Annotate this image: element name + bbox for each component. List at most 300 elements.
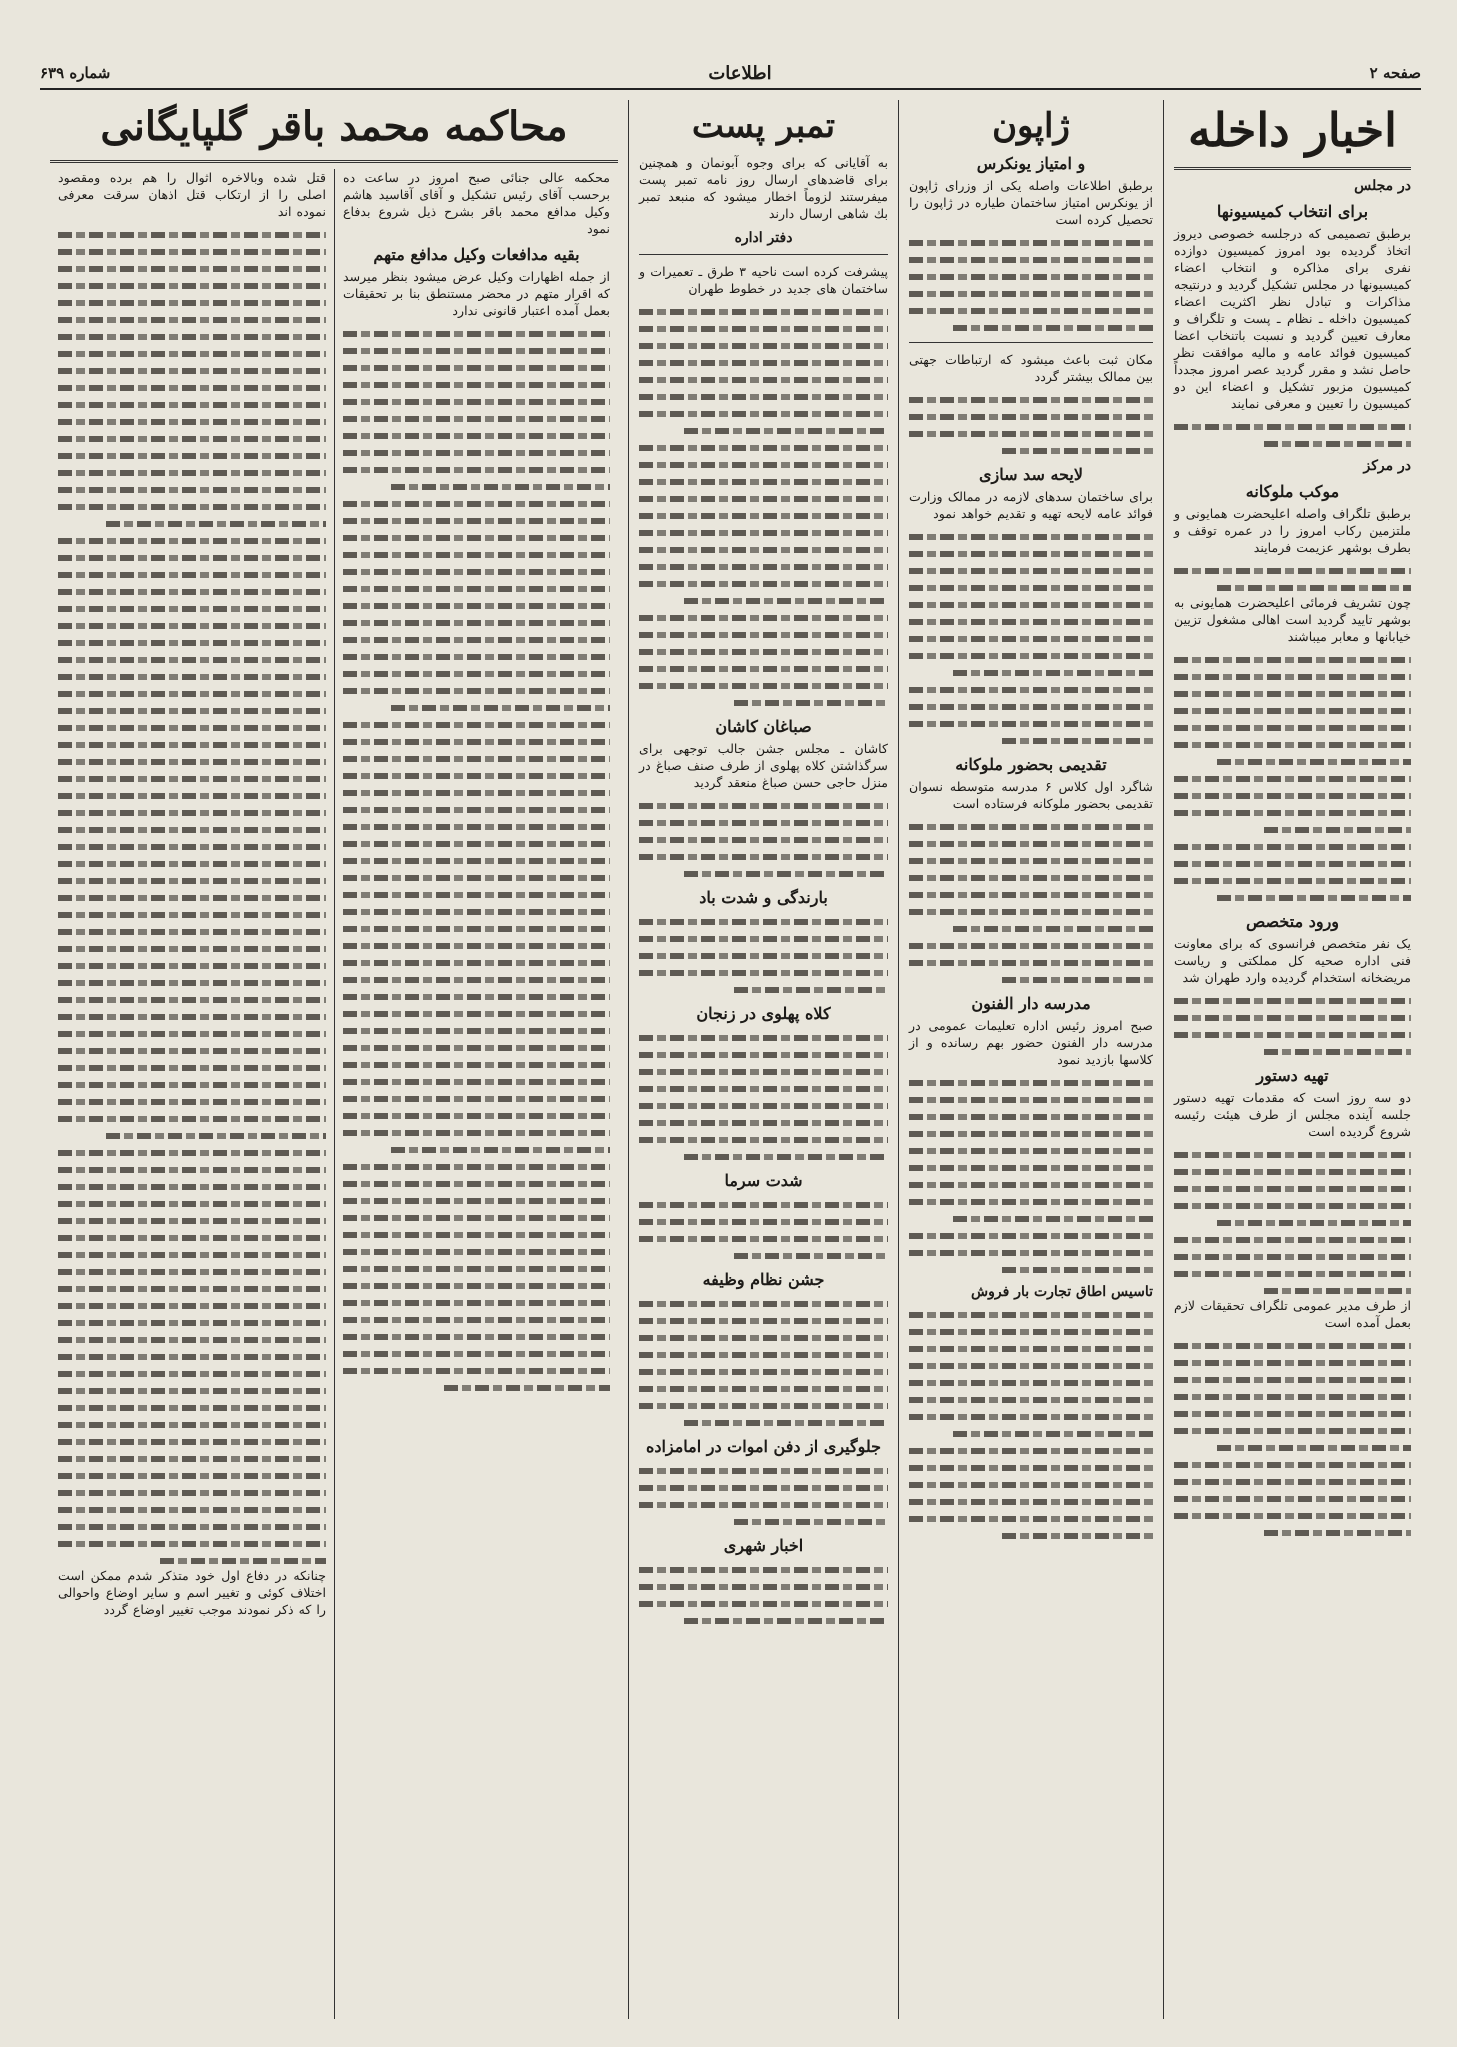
text-line [343,1258,610,1275]
article-text: از جمله اظهارات وکیل عرض میشود بنظر میرسد که اقرار متهم در محضر مستنطق بنا بر تحقیقات بعمل آمده اعتبار قانونی ندارد [343,269,610,318]
article-text: مکان ثبت باعث میشود که ارتباطات جهتی بین ممالک بیشتر گردد [909,352,1153,384]
text-line [909,249,1153,266]
article-text: برطبق تلگراف واصله اعلیحضرت همایونی و ملتزمین رکاب امروز را در عمره توقف و بطرف بوشهر عزیمت فرمایند [1174,505,1411,555]
text-line [909,1072,1153,1089]
text-line [343,1054,610,1071]
text-line [639,1027,888,1044]
article-text: چون تشریف فرمائی اعلیحضرت همایونی به بوشهر تایید گردید است اهالی مشغول تزیین خیابانها و معابر میباشند [1174,594,1411,644]
text-line [639,1044,888,1061]
text-line [343,527,610,544]
text-line [343,612,610,629]
article-text: از طرف مدیر عمومی تلگراف تحقیقات لازم بعمل آمده است [1174,1297,1411,1330]
text-line [58,377,326,394]
text-line [639,1494,888,1511]
text-line [1174,1335,1411,1352]
text-line [343,1173,610,1190]
text-line [343,833,610,850]
text-line [343,799,610,816]
text-line [58,411,326,428]
text-line [1174,1024,1411,1041]
text-line [343,680,610,697]
text-line [343,952,610,969]
text-line [909,1525,1153,1542]
text-line [58,972,326,989]
text-line [909,577,1153,594]
text-line [58,581,326,598]
text-line [639,1361,888,1378]
column-japan [898,100,1163,2019]
text-line [1174,717,1411,734]
text-line [58,479,326,496]
article-text: قتل شده وبالاخره اثوال را هم برده ومقصود اصلی را از ارتکاب قتل اذهان سرقت معرفی نموده اند [58,170,326,219]
text-line [1174,560,1411,577]
text-line [58,1159,326,1176]
text-line [909,389,1153,406]
text-line [58,394,326,411]
text-line [909,696,1153,713]
text-line [909,1242,1153,1259]
office-signature: دفتر اداره [734,230,793,246]
text-line [909,730,1153,747]
text-line [343,697,610,714]
text-line [639,539,888,556]
text-line [909,1157,1153,1174]
text-line [1174,1144,1411,1161]
text-line [58,564,326,581]
text-line [639,1610,888,1627]
text-line [58,1482,326,1499]
text-line [639,1576,888,1593]
text-line [639,624,888,641]
text-line [639,590,888,607]
text-line [1174,1522,1411,1539]
text-line [343,1360,610,1377]
article-heading: جلوگیری از دفن اموات در امامزاده [645,1437,882,1456]
text-line [343,578,610,595]
text-line [343,1003,610,1020]
text-line [639,1327,888,1344]
article-heading: بارندگی و شدت باد [699,888,828,907]
text-line [343,1105,610,1122]
text-line [1174,577,1411,594]
text-line [343,1326,610,1343]
text-line [343,476,610,493]
text-line [639,403,888,420]
text-line [58,768,326,785]
text-line [343,1071,610,1088]
text-line [343,442,610,459]
article-heading: اخبار شهری [723,1536,804,1555]
columns [40,100,1421,2019]
text-line [343,884,610,901]
text-line [909,1338,1153,1355]
article-text: برطبق اطلاعات واصله یکی از وزرای ژاپون از یونکرس امتیاز ساختمان طیاره در ژاپون را تحصیل کرده است [909,178,1153,227]
article-heading: شدت سرما [724,1171,803,1190]
text-line [909,645,1153,662]
text-line [1174,990,1411,1007]
text-line [343,867,610,884]
article-heading: و امتیاز یونکرس [976,154,1086,173]
text-line [343,561,610,578]
text-line [343,357,610,374]
text-line [58,751,326,768]
text-line [343,646,610,663]
text-line [639,692,888,709]
article-text: پیشرفت کرده است ناحیه ۳ طرق ـ تعمیرات و ساختمان های جدید در خطوط طهران [639,264,888,296]
text-line [58,1533,326,1550]
text-line [639,928,888,945]
text-line [639,556,888,573]
text-line [909,935,1153,952]
text-line [1174,1178,1411,1195]
text-line [343,1020,610,1037]
text-line [639,1511,888,1528]
text-line [58,717,326,734]
text-line [1174,1352,1411,1369]
text-line [639,1211,888,1228]
text-line [343,731,610,748]
text-line [58,632,326,649]
text-line [343,391,610,408]
text-line [1174,1212,1411,1229]
text-line [343,510,610,527]
text-line [58,343,326,360]
article-text: برای ساختمان سدهای لازمه در ممالک وزارت فوائد عامه لایحه تهیه و تقدیم خواهد نمود [909,489,1153,521]
text-line [909,440,1153,457]
text-line [58,649,326,666]
text-line [58,1431,326,1448]
text-line [58,547,326,564]
text-line [909,884,1153,901]
article-heading: تقدیمی بحضور ملوکانه [955,755,1107,774]
trial-subcolumn-left [50,169,334,2019]
text-line [343,1122,610,1139]
text-line [343,1037,610,1054]
text-line [1174,1007,1411,1024]
text-line [58,462,326,479]
text-line [909,1123,1153,1140]
section-title: تمبر پست [691,106,836,146]
text-line [343,765,610,782]
text-line [639,1245,888,1262]
text-line [58,836,326,853]
article-text: دو سه روز است که مقدمات تهیه دستور جلسه آینده مجلس از طرف هیئت رئیسه شروع گردیده است [1174,1089,1411,1139]
text-line [1174,1471,1411,1488]
text-line [343,1190,610,1207]
text-line [58,785,326,802]
text-line [58,241,326,258]
text-line [639,386,888,403]
text-line [639,352,888,369]
divider [1174,167,1411,170]
text-line [58,683,326,700]
text-line [58,1329,326,1346]
article-text: یک نفر متخصص فرانسوی که برای معاونت فنی اداره صحیه کل مملکتی و ریاست مریضخانه استخدام گردیده وارد طهران شد [1174,935,1411,985]
text-line [58,666,326,683]
text-line [58,1312,326,1329]
text-line [58,870,326,887]
text-line [58,1397,326,1414]
text-line [639,945,888,962]
text-line [58,1261,326,1278]
text-line [639,318,888,335]
text-line [58,1091,326,1108]
article-heading: موکب ملوکانه [1245,481,1340,501]
text-line [343,1275,610,1292]
article-heading: تهیه دستور [1256,1065,1329,1085]
column-postage [628,100,898,2019]
text-line [909,543,1153,560]
divider [909,342,1153,343]
text-line [343,1309,610,1326]
text-line [58,615,326,632]
text-line [343,323,610,340]
text-line [58,1363,326,1380]
text-line [639,1477,888,1494]
text-line [58,1414,326,1431]
text-line [639,573,888,590]
text-line [1174,853,1411,870]
text-line [639,812,888,829]
text-line [343,1156,610,1173]
section-title: ژاپون [992,106,1070,146]
text-line [343,1224,610,1241]
text-line [58,938,326,955]
text-line [909,952,1153,969]
article-heading: جشن نظام وظیفه [702,1270,825,1289]
text-line [639,1412,888,1429]
text-line [639,1146,888,1163]
text-line [343,544,610,561]
text-line [58,1108,326,1125]
text-line [58,1550,326,1567]
text-line [58,904,326,921]
text-line [58,1465,326,1482]
text-line [58,598,326,615]
text-line [343,969,610,986]
text-line [909,901,1153,918]
text-line [58,275,326,292]
text-line [58,1040,326,1057]
text-line [1174,1229,1411,1246]
text-line [343,374,610,391]
text-line [1174,1386,1411,1403]
text-line [58,496,326,513]
text-line [639,505,888,522]
text-line [909,1423,1153,1440]
article-text: شاگرد اول کلاس ۶ مدرسه متوسطه نسوان تقدیمی بحضور ملوکانه فرستاده است [909,779,1153,811]
column-domestic-news [1163,100,1421,2019]
text-line [1174,649,1411,666]
trial-subcolumn-right [334,169,618,2019]
text-line [639,420,888,437]
text-line [58,1057,326,1074]
subsection-heading: در مجلس [1354,177,1411,194]
text-line [343,1088,610,1105]
text-line [909,594,1153,611]
text-line [343,663,610,680]
section-title: محاکمه محمد باقر گلپایگانی [100,103,568,150]
text-line [909,300,1153,317]
text-line [58,1023,326,1040]
text-line [909,406,1153,423]
text-line [58,1448,326,1465]
masthead [40,58,1421,90]
text-line [58,428,326,445]
text-line [58,1499,326,1516]
text-line [58,955,326,972]
text-line [639,1293,888,1310]
page-number: صفحه ۲ [1369,64,1421,82]
text-line [343,714,610,731]
text-line [909,232,1153,249]
text-line [639,1395,888,1412]
text-line [1174,1263,1411,1280]
text-line [639,962,888,979]
divider [639,254,888,255]
text-line [639,1559,888,1576]
text-line [343,595,610,612]
text-line [639,658,888,675]
text-line [639,471,888,488]
text-line [58,292,326,309]
text-line [909,266,1153,283]
text-line [343,493,610,510]
text-line [639,488,888,505]
text-line [1174,1369,1411,1386]
text-line [1174,1280,1411,1297]
text-line [1174,734,1411,751]
paper-name: اطلاعات [708,62,772,84]
text-line [1174,683,1411,700]
text-line [909,1355,1153,1372]
text-line [639,607,888,624]
text-line [58,989,326,1006]
text-line [639,1593,888,1610]
text-line [58,1210,326,1227]
text-line [1174,1195,1411,1212]
text-line [909,1474,1153,1491]
text-line [58,1193,326,1210]
text-line [909,611,1153,628]
text-line [343,340,610,357]
article-heading: تاسیس اطاق تجارت بار فروش [971,1284,1153,1300]
text-line [1174,768,1411,785]
text-line [639,1194,888,1211]
text-line [1174,836,1411,853]
text-line [343,816,610,833]
text-line [909,816,1153,833]
text-line [1174,802,1411,819]
text-line [1174,870,1411,887]
text-line [909,1304,1153,1321]
text-line [343,748,610,765]
text-line [909,1259,1153,1276]
text-line [343,850,610,867]
text-line [1174,751,1411,768]
text-line [909,1225,1153,1242]
text-line [58,1278,326,1295]
text-line [639,846,888,863]
text-line [639,829,888,846]
text-line [1174,1454,1411,1471]
text-line [909,283,1153,300]
text-line [909,628,1153,645]
text-line [58,1227,326,1244]
text-line [909,1457,1153,1474]
text-line [1174,1161,1411,1178]
text-line [58,224,326,241]
article-heading: صباغان کاشان [715,717,812,736]
text-line [909,1321,1153,1338]
text-line [58,1142,326,1159]
text-line [1174,1505,1411,1522]
divider [50,160,618,163]
text-line [909,560,1153,577]
article-heading: لایحه سد سازی [979,465,1083,484]
text-line [639,795,888,812]
text-line [909,1089,1153,1106]
article-heading: بقیه مدافعات وکیل مدافع متهم [373,245,580,264]
column-trial [40,100,628,2019]
text-line [639,454,888,471]
text-line [58,309,326,326]
text-line [58,258,326,275]
text-line [639,863,888,880]
text-line [639,369,888,386]
text-line [639,1078,888,1095]
text-line [58,1244,326,1261]
text-line [639,911,888,928]
trial-subcolumns [50,169,618,2019]
text-line [909,1389,1153,1406]
text-line [909,713,1153,730]
text-line [58,326,326,343]
article-text: کاشان ـ مجلس جشن جالب توجهی برای سرگذاشتن کلاه پهلوی از طرف صنف صباغ در منزل حاجی حسن صباغ منعقد گردید [639,741,888,790]
text-line [639,1378,888,1395]
text-line [1174,1403,1411,1420]
text-line [909,1174,1153,1191]
text-line [909,1208,1153,1225]
text-line [1174,1420,1411,1437]
text-line [909,918,1153,935]
text-line [343,901,610,918]
text-line [909,423,1153,440]
text-line [639,522,888,539]
text-line [58,445,326,462]
text-line [343,935,610,952]
text-line [909,1372,1153,1389]
text-line [639,1460,888,1477]
text-line [1174,700,1411,717]
text-line [909,833,1153,850]
article-heading: برای انتخاب کمیسیونها [1216,201,1369,221]
text-line [639,1112,888,1129]
text-line [639,675,888,692]
text-line [639,1061,888,1078]
text-line [58,887,326,904]
text-line [58,1516,326,1533]
article-text: چنانکه در دفاع اول خود متذکر شدم ممکن است اختلاف کوئی و تغییر اسم و سایر اوضاع واحوالی را که ذکر نمودند موجب تغییر اوضاع گردد [58,1568,326,1617]
text-line [1174,666,1411,683]
text-line [343,1343,610,1360]
text-line [909,526,1153,543]
text-line [909,850,1153,867]
text-line [639,335,888,352]
issue-number: شماره ۶۳۹ [40,64,111,82]
article-heading: مدرسه دار الفنون [971,994,1091,1013]
text-line [343,918,610,935]
